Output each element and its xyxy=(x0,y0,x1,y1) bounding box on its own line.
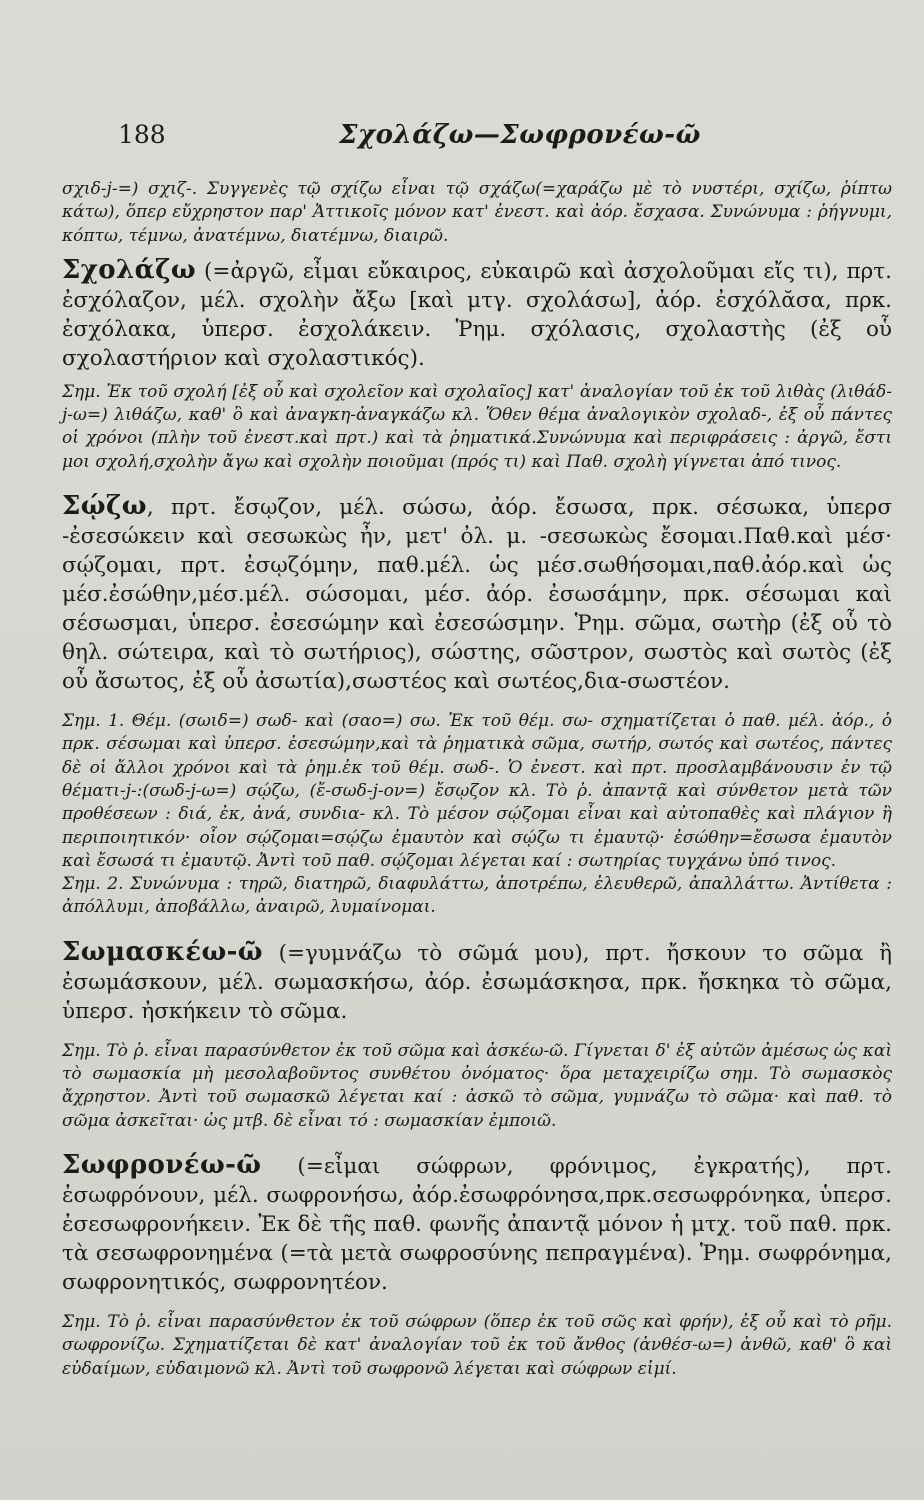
entry-sozo xyxy=(62,492,892,696)
note-somaskeo: Σημ. Τὸ ῥ. εἶναι παρασύνθετον ἐκ τοῦ σῶμα καὶ ἀσκέω-ῶ. Γίγνεται δ' ἐξ αὐτῶν ἀμέσως ὡς καὶ τὸ σωμασκία μὴ μεσολαβοῦντος συνθέτου ὀνόματος· ὅρα μεταχειρίζω σημ. Τὸ σωμασκὸς ἄχρηστον. Ἀντὶ τοῦ σωμασκῶ λέγεται καί : ἀσκῶ τὸ σῶμα, γυμνάζω τὸ σῶμα· καὶ παθ. τὸ σῶμα ἀσκεῖται· ὡς μτβ. δὲ εἶναι τό : σωμασκίαν ἐμποιῶ. xyxy=(62,1040,892,1131)
page-header xyxy=(0,112,924,156)
entry-sophroneo xyxy=(62,1151,892,1297)
dictionary-content xyxy=(62,178,892,1381)
running-head: Σχολάζω—Σωφρονέω-ῶ xyxy=(339,120,701,150)
page-number: 188 xyxy=(118,120,166,149)
entry-scholazo xyxy=(62,256,892,373)
lemma-scholazo: Σχολάζω xyxy=(62,254,197,285)
note-sozo-2: Σημ. 2. Συνώνυμα : τηρῶ, διατηρῶ, διαφυλάττω, ἀποτρέπω, ἐλευθερῶ, ἀπαλλάττω. Ἀντίθετα : ἀπόλλυμι, ἀποβάλλω, ἀναιρῶ, λυμαίνομαι. xyxy=(62,874,892,918)
lemma-sozo: Σῴζω xyxy=(62,491,147,522)
note-sophroneo: Σημ. Τὸ ῥ. εἶναι παρασύνθετον ἐκ τοῦ σώφρων (ὅπερ ἐκ τοῦ σῶς καὶ φρήν), ἐξ οὗ καὶ τὸ ρῆμ. σωφρονίζω. Σχηματίζεται δὲ κατ' ἀναλογίαν τοῦ ἐκ τοῦ ἄνθος (ἀνθέσ-ω=) ἀνθῶ, καθ' ὃ καὶ εὐδαίμων, εὐδαιμονῶ κλ. Ἀντὶ τοῦ σωφρονῶ λέγεται καὶ σώφρων εἰμί. xyxy=(62,1311,892,1379)
entry-sophroneo-text: (=εἶμαι σώφρων, φρόνιμος, ἐγκρατής), πρτ. ἐσωφρόνουν, μέλ. σωφρονήσω, ἀόρ.ἐσωφρόνησα,πρκ.σεσωφρόνηκα, ὑπερσ. ἐσεσωφρονήκειν. Ἐκ δὲ τῆς παθ. φωνῆς ἀπαντᾷ μόνον ἡ μτχ. τοῦ παθ. πρκ. τὰ σεσωφρονημένα (=τὰ μετὰ σωφροσύνης πεπραγμένα). Ῥημ. σωφρόνημα, σωφρονητικός, σωφρονητέον. xyxy=(62,1153,892,1295)
note-scholazo: Σημ. Ἐκ τοῦ σχολή [ἐξ οὗ καὶ σχολεῖον καὶ σχολαῖος] κατ' ἀναλογίαν τοῦ ἐκ τοῦ λιθὰς (λιθάδ-j-ω=) λιθάζω, καθ' ὃ καὶ ἀναγκη-ἀναγκάζω κλ. Ὅθεν θέμα ἀναλογικὸν σχολαδ-, ἐξ οὗ πάντες οἱ χρόνοι (πλὴν τοῦ ἐνεστ.καὶ πρτ.) καὶ τὰ ῥηματικά.Συνώνυμα καὶ περιφράσεις : ἀργῶ, ἔστι μοι σχολή,σχολὴν ἄγω καὶ σχολὴν ποιοῦμαι (πρός τι) καὶ Παθ. σχολὴ γίγνεται ἀπό τινος. xyxy=(62,381,892,472)
entry-scholazo-text: (=ἀργῶ, εἶμαι εὔκαιρος, εὐκαιρῶ καὶ ἀσχολοῦμαι εἴς τι), πρτ. ἐσχόλαζον, μέλ. σχολὴν ἄξω [καὶ μτγ. σχολάσω], ἀόρ. ἐσχόλᾰσα, πρκ. ἐσχόλακα, ὑπερσ. ἐσχολάκειν. Ῥημ. σχόλασις, σχολαστὴς (ἐξ οὗ σχολαστήριον καὶ σχολαστικός). xyxy=(62,258,892,371)
entry-somaskeo xyxy=(62,938,892,1026)
lemma-sophroneo: Σωφρονέω-ῶ xyxy=(62,1149,262,1180)
continuation-note: σχιδ-j-=) σχιζ-. Συγγενὲς τῷ σχίζω εἶναι τῷ σχάζω(=χαράζω μὲ τὸ νυστέρι, σχίζω, ῥίπτω κάτω), ὅπερ εὔχρηστον παρ' Ἀττικοῖς μόνον κατ' ἐνεστ. καὶ ἀόρ. ἔσχασα. Συνώνυμα : ῥήγνυμι, κόπτω, τέμνω, ἀνατέμνω, διατέμνω, διαιρῶ. xyxy=(62,179,892,246)
lemma-somaskeo: Σωμασκέω-ῶ xyxy=(62,936,263,967)
entry-somaskeo-text: (=γυμνάζω τὸ σῶμά μου), πρτ. ἤσκουν το σῶμα ἢ ἐσωμάσκουν, μέλ. σωμασκήσω, ἀόρ. ἐσωμάσκησα, πρκ. ἤσκηκα τὸ σῶμα, ὑπερσ. ἠσκήκειν τὸ σῶμα. xyxy=(62,940,892,1024)
note-sozo-1: Σημ. 1. Θέμ. (σωιδ=) σωδ- καὶ (σαο=) σω. Ἐκ τοῦ θέμ. σω- σχηματίζεται ὁ παθ. μέλ. ἀόρ., ὁ πρκ. σέσωμαι καὶ ὑπερσ. ἐσεσώμην,καὶ τὰ ῥηματικὰ σῶμα, σωτήρ, σωτός καὶ σωτέος, πάντες δὲ οἱ ἄλλοι χρόνοι καὶ τὰ ῥημ.ἐκ τοῦ θέμ. σωδ-. Ὁ ἐνεστ. καὶ πρτ. προσλαμβάνουσιν ἐν τῷ θέματι-j-:(σωδ-j-ω=) σῴζω, (ἔ-σωδ-j-ον=) ἔσῳζον κλ. Τὸ ῥ. ἀπαντᾷ καὶ σύνθετον μετὰ τῶν προθέσεων : διά, ἐκ, ἀνά, συνδια- κλ. Τὸ μέσον σῴζομαι εἶναι καὶ αὐτοπαθὲς καὶ πλάγιον ἢ περιποιητικόν· οἷον σῴζομαι=σῴζω ἐμαυτὸν καὶ σῴζω τι ἐμαυτῷ· ἐσώθην=ἔσωσα ἐμαυτὸν καὶ ἔσωσά τι ἐμαυτῷ. Ἀντὶ τοῦ παθ. σῴζομαι λέγεται καί : σωτηρίας τυγχάνω ὑπό τινος. xyxy=(62,711,892,871)
entry-sozo-text: , πρτ. ἔσῳζον, μέλ. σώσω, ἀόρ. ἔσωσα, πρκ. σέσωκα, ὑπερσ -ἐσεσώκειν καὶ σεσωκὼς ἦν, μετ' ὀλ. μ. -σεσωκὼς ἔσομαι.Παθ.καὶ μέσ· σῴζομαι, πρτ. ἐσῳζόμην, παθ.μέλ. ὡς μέσ.σωθήσομαι,παθ.ἀόρ.καὶ ὡς μέσ.ἐσώθην,μέσ.μέλ. σώσομαι, μέσ. ἀόρ. ἐσωσάμην, πρκ. σέσωμαι καὶ σέσωσμαι, ὑπερσ. ἐσεσώμην καὶ ἐσεσώσμην. Ῥημ. σῶμα, σωτὴρ (ἐξ οὗ τὸ θηλ. σώτειρα, καὶ τὸ σωτήριος), σώστης, σῶστρον, σωστὸς καὶ σωτὸς (ἐξ οὗ ἄσωτος, ἐξ οὗ ἀσωτία),σωστέος καὶ σωτέος,δια-σωστέον. xyxy=(62,495,892,695)
